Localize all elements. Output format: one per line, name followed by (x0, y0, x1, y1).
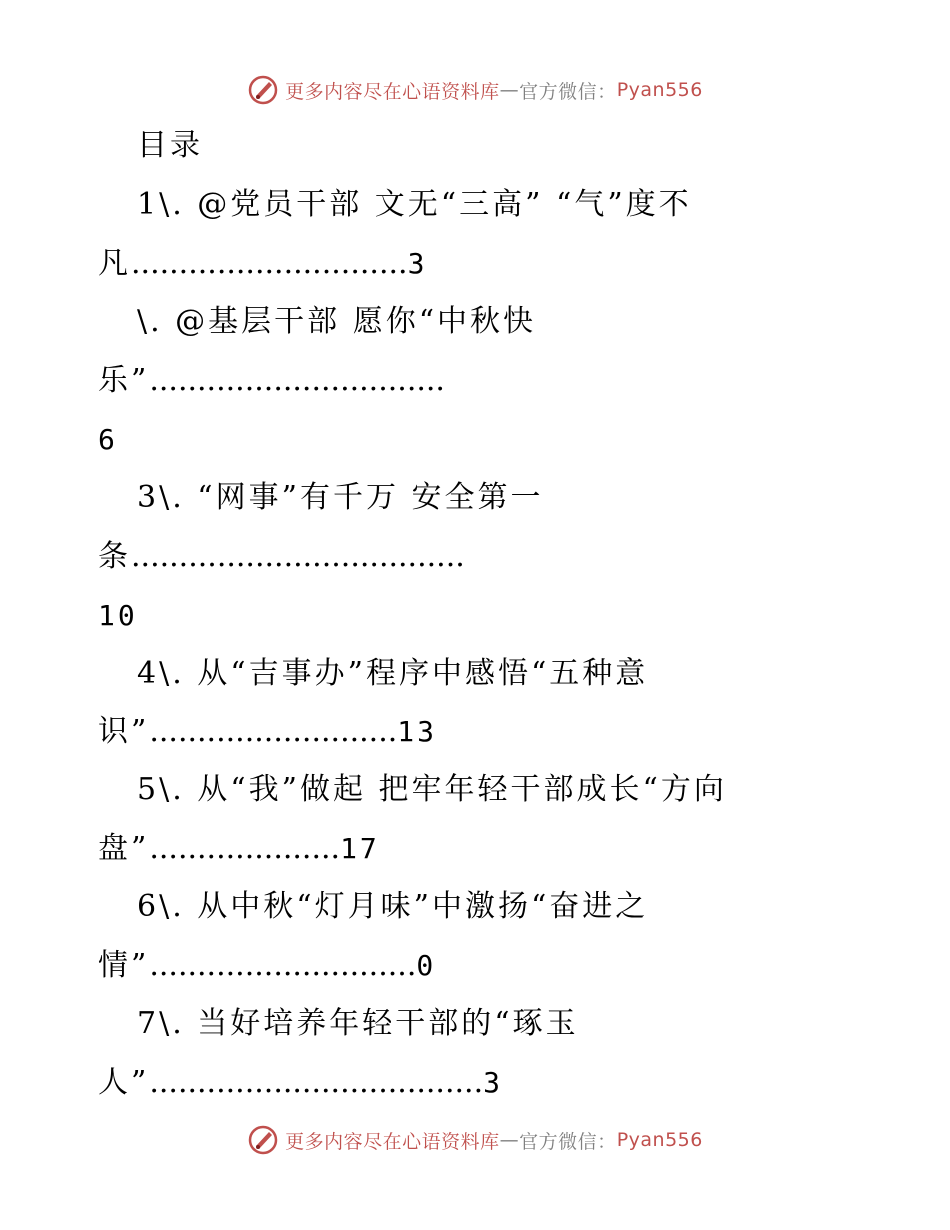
toc-entry-7-line1[interactable]: 7\. 当好培养年轻干部的“琢玉 (137, 1006, 579, 1041)
toc-entry-7-line2[interactable]: 人”...................................3 (98, 1065, 503, 1100)
banner-account: Pyan556 (616, 79, 703, 101)
banner-separator: — (499, 79, 520, 101)
toc-entry-2-line1[interactable]: \. @基层干部 愿你“中秋快 (137, 304, 537, 339)
toc-entry-5-line1[interactable]: 5\. 从“我”做起 把牢年轻干部成长“方向 (137, 772, 727, 807)
toc-entry-2-page[interactable]: 6 (98, 423, 118, 456)
toc-title: 目录 (137, 128, 203, 163)
banner-main-text: 更多内容尽在心语资料库 (285, 80, 500, 103)
toc-entry-1-line1[interactable]: 1\. @党员干部 文无“三高” “气”度不 (137, 187, 692, 222)
banner-separator: — (499, 1129, 520, 1151)
toc-entry-3-line1[interactable]: 3\. “网事”有千万 安全第一 (137, 480, 544, 515)
banner-official-label: 官方微信： (519, 1130, 617, 1153)
banner-official-label: 官方微信： (519, 80, 617, 103)
toc-entry-3-page[interactable]: 10 (98, 599, 138, 632)
banner-account: Pyan556 (616, 1129, 703, 1151)
pen-logo-icon (247, 1124, 279, 1156)
toc-entry-2-line2[interactable]: 乐”............................... (98, 363, 445, 398)
toc-entry-6-line2[interactable]: 情”............................0 (98, 948, 437, 983)
header-banner (0, 70, 950, 110)
footer-banner (0, 1120, 950, 1160)
toc-entry-4-line2[interactable]: 识”..........................13 (98, 714, 438, 749)
pen-logo-icon (247, 74, 279, 106)
banner-main-text: 更多内容尽在心语资料库 (285, 1130, 500, 1153)
toc-entry-4-line1[interactable]: 4\. 从“吉事办”程序中感悟“五种意 (137, 656, 649, 691)
toc-entry-3-line2[interactable]: 条................................... (98, 539, 465, 574)
toc-entry-1-line2[interactable]: 凡.............................3 (98, 246, 428, 281)
toc-entry-5-line2[interactable]: 盘”....................17 (98, 831, 380, 866)
toc-entry-6-line1[interactable]: 6\. 从中秋“灯月味”中激扬“奋进之 (137, 889, 649, 924)
